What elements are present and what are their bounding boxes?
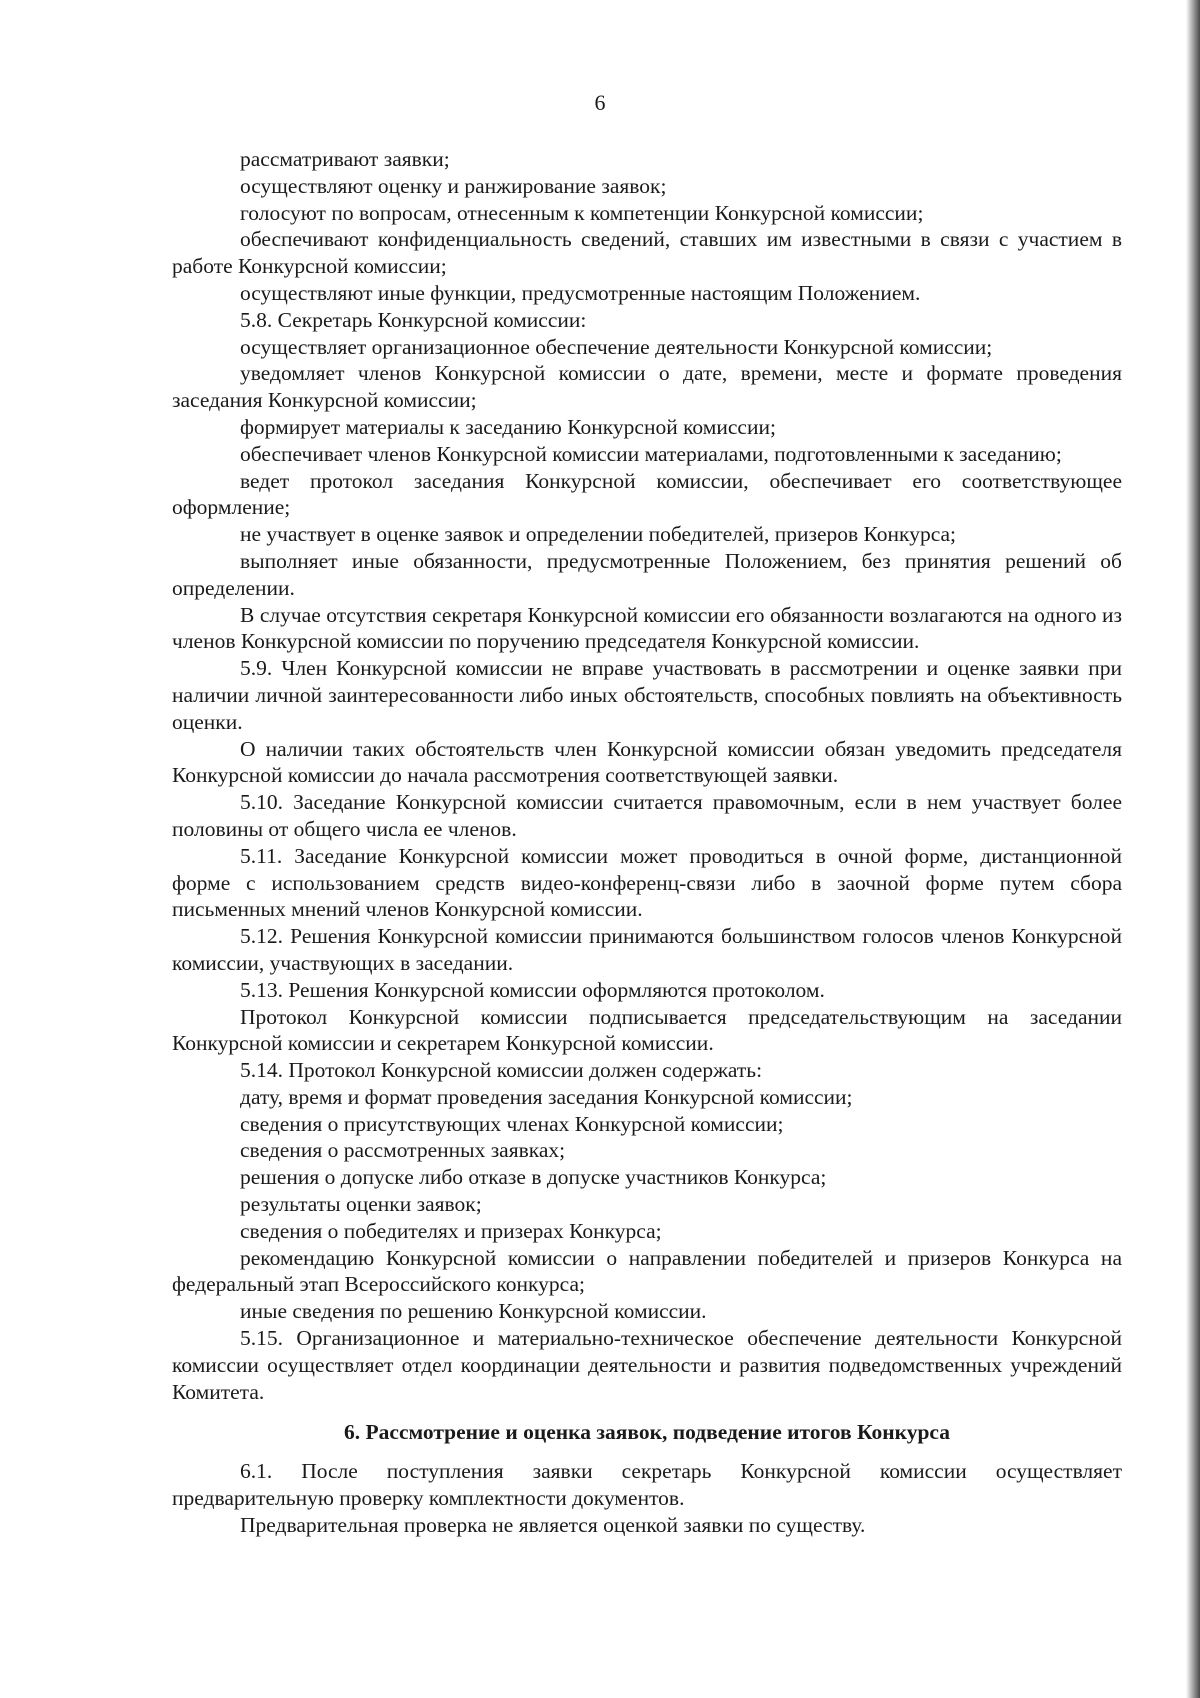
paragraph: сведения о победителях и призерах Конкурса;: [240, 1218, 662, 1243]
paragraph: обеспечивает членов Конкурсной комиссии материалами, подготовленными к заседанию;: [240, 441, 1062, 466]
page-number: 6: [594, 90, 606, 115]
paragraph: обеспечивают конфиденциальность сведений, ставших им известными в связи с участием в работе Конкурсной комиссии;: [172, 227, 1122, 279]
scan-edge-shadow: [1186, 0, 1200, 1698]
paragraph: 5.9. Член Конкурсной комиссии не вправе участвовать в рассмотрении и оценке заявки при наличии личной заинтересованности либо иных обстоятельств, способных повлиять на объективность оценки.: [172, 656, 1122, 734]
paragraph: иные сведения по решению Конкурсной комиссии.: [240, 1299, 707, 1324]
paragraph: осуществляют иные функции, предусмотренные настоящим Положением.: [240, 280, 921, 305]
paragraph: уведомляет членов Конкурсной комиссии о дате, времени, месте и формате проведения заседания Конкурсной комиссии;: [172, 361, 1122, 413]
paragraph: дату, время и формат проведения заседания Конкурсной комиссии;: [240, 1084, 853, 1109]
section-heading: 6. Рассмотрение и оценка заявок, подведение итогов Конкурса: [344, 1420, 950, 1445]
paragraph: 5.14. Протокол Конкурсной комиссии должен содержать:: [240, 1058, 763, 1083]
paragraph: формирует материалы к заседанию Конкурсной комиссии;: [240, 414, 776, 439]
paragraph: 6.1. После поступления заявки секретарь Конкурсной комиссии осуществляет предварительную проверку комплектности документов.: [172, 1459, 1122, 1511]
paragraph: осуществляют оценку и ранжирование заявок;: [240, 173, 667, 198]
paragraph: 5.13. Решения Конкурсной комиссии оформляются протоколом.: [240, 977, 825, 1002]
paragraph: рассматривают заявки;: [240, 147, 450, 171]
paragraph: сведения о рассмотренных заявках;: [240, 1138, 566, 1163]
paragraph: голосуют по вопросам, отнесенным к компетенции Конкурсной комиссии;: [240, 200, 924, 225]
paragraph: Предварительная проверка не является оценкой заявки по существу.: [240, 1512, 866, 1537]
paragraph: 5.11. Заседание Конкурсной комиссии может проводиться в очной форме, дистанционной форме с использованием средств видео-конференц-связи либо в заочной форме путем сбора письменных мнений членов Конкурсной комиссии.: [172, 843, 1122, 922]
paragraph: результаты оценки заявок;: [240, 1192, 482, 1217]
paragraph: выполняет иные обязанности, предусмотренные Положением, без принятия решений об определении.: [172, 548, 1122, 600]
paragraph: решения о допуске либо отказе в допуске участников Конкурса;: [240, 1165, 827, 1190]
paragraph: сведения о присутствующих членах Конкурсной комиссии;: [240, 1111, 784, 1136]
paragraph: 5.10. Заседание Конкурсной комиссии считается правомочным, если в нем участвует более половины от общего числа ее членов.: [172, 790, 1122, 841]
paragraph: О наличии таких обстоятельств член Конкурсной комиссии обязан уведомить председателя Конкурсной комиссии до начала рассмотрения соответствующей заявки.: [172, 736, 1122, 788]
paragraph: рекомендацию Конкурсной комиссии о направлении победителей и призеров Конкурса на федеральный этап Всероссийского конкурса;: [172, 1245, 1122, 1297]
document-body: [172, 146, 1122, 1539]
paragraph: 5.12. Решения Конкурсной комиссии принимаются большинством голосов членов Конкурсной комиссии, участвующих в заседании.: [172, 924, 1122, 975]
paragraph: В случае отсутствия секретаря Конкурсной комиссии его обязанности возлагаются на одного из членов Конкурсной комиссии по поручению председателя Конкурсной комиссии.: [172, 602, 1122, 654]
paragraph: не участвует в оценке заявок и определении победителей, призеров Конкурса;: [240, 522, 957, 547]
paragraph: осуществляет организационное обеспечение деятельности Конкурсной комиссии;: [240, 334, 993, 359]
paragraph: Протокол Конкурсной комиссии подписывается председательствующим на заседании Конкурсной комиссии и секретарем Конкурсной комиссии.: [172, 1004, 1122, 1056]
paragraph: 5.8. Секретарь Конкурсной комиссии:: [240, 307, 587, 332]
paragraph: ведет протокол заседания Конкурсной комиссии, обеспечивает его соответствующее оформление;: [172, 468, 1122, 520]
paragraph: 5.15. Организационное и материально-техническое обеспечение деятельности Конкурсной комиссии осуществляет отдел координации деятельности и развития подведомственных учреждений Комитета.: [172, 1326, 1122, 1404]
